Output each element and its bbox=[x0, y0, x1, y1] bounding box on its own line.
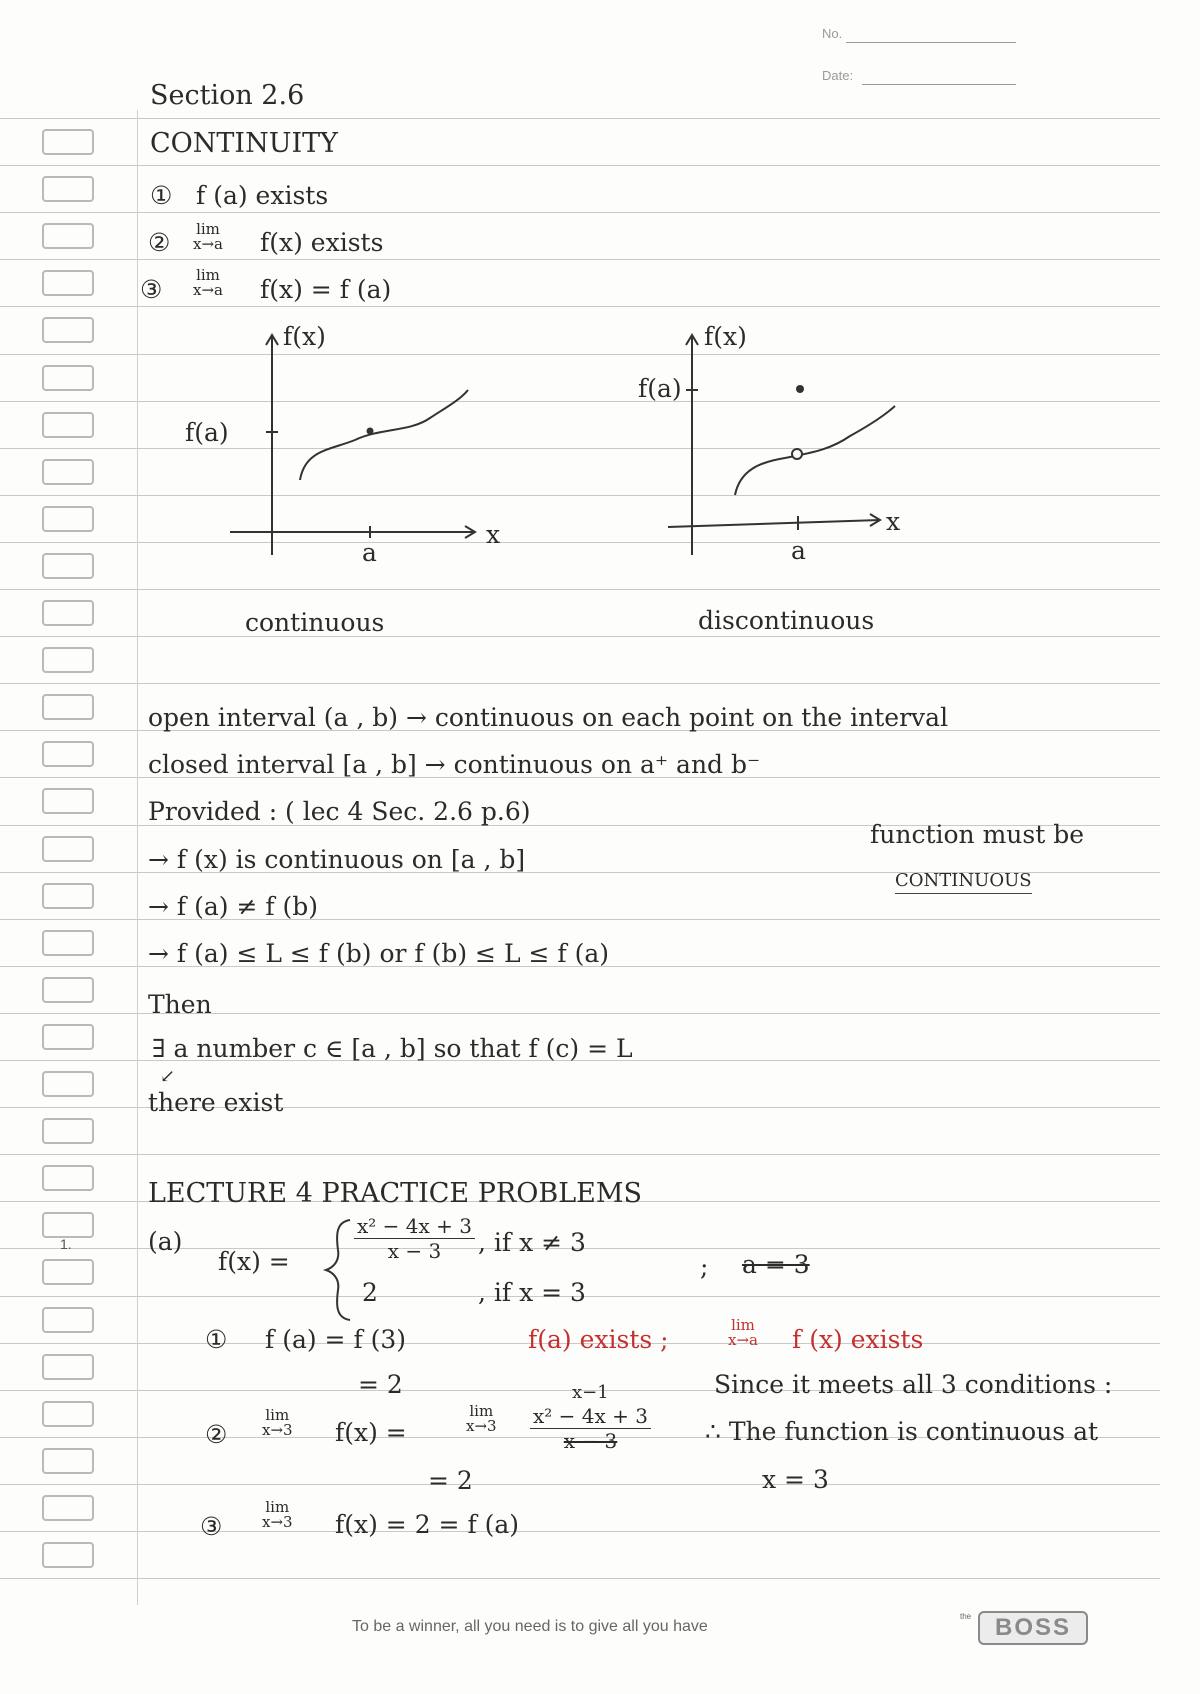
condition-2-marker: ② bbox=[148, 228, 171, 257]
exists-arrow: ↙ bbox=[160, 1066, 176, 1087]
brand-prefix: the bbox=[960, 1612, 972, 1621]
provided-title: Provided : ( lec 4 Sec. 2.6 p.6) bbox=[148, 797, 531, 826]
step2-limit: lim x→3 bbox=[262, 1406, 293, 1439]
provided-item-2: → f (a) ≠ f (b) bbox=[148, 892, 319, 921]
condition-1-text: f (a) exists bbox=[196, 181, 329, 210]
continuous-a-label: a bbox=[362, 538, 377, 567]
case2-condition: , if x = 3 bbox=[478, 1278, 586, 1307]
case1-denominator: x − 3 bbox=[387, 1239, 442, 1263]
step2-cancel-factor: x−1 bbox=[572, 1382, 609, 1403]
continuity-title: CONTINUITY bbox=[150, 128, 338, 159]
no-label: No. bbox=[822, 26, 843, 41]
discontinuous-fa-label: f(a) bbox=[638, 374, 682, 403]
open-interval-line: open interval (a , b) → continuous on each point on the interval bbox=[148, 703, 949, 732]
continuous-x-label: x bbox=[486, 520, 501, 549]
step1-marker: ① bbox=[205, 1325, 228, 1354]
condition-2-limit: lim x→a bbox=[193, 220, 223, 253]
discontinuous-x-label: x bbox=[886, 507, 901, 536]
problem-number: 1. bbox=[60, 1236, 72, 1252]
case1-fraction bbox=[354, 1214, 475, 1263]
function-note-line1: function must be bbox=[870, 820, 1085, 849]
conclusion-line2: ∴ The function is continuous at bbox=[705, 1417, 1099, 1446]
provided-item-3: → f (a) ≤ L ≤ f (b) or f (b) ≤ L ≤ f (a) bbox=[148, 939, 609, 968]
discontinuous-y-label: f(x) bbox=[704, 322, 747, 351]
date-label: Date: bbox=[822, 68, 854, 83]
a-value: a = 3 bbox=[742, 1250, 810, 1279]
exists-statement: ∃ a number c ∈ [a , b] so that f (c) = L bbox=[152, 1034, 633, 1063]
step1-text: f (a) = f (3) bbox=[265, 1325, 407, 1354]
step2-denominator: x − 3 bbox=[563, 1429, 618, 1453]
step2-fx: f(x) = bbox=[335, 1418, 407, 1447]
condition-3-marker: ③ bbox=[140, 275, 163, 304]
section-title: Section 2.6 bbox=[150, 80, 305, 111]
there-exist-note: there exist bbox=[148, 1088, 284, 1117]
provided-item-1: → f (x) is continuous on [a , b] bbox=[148, 845, 526, 874]
condition-1-marker: ① bbox=[150, 181, 173, 210]
red-note-exists-2: f (x) exists bbox=[792, 1325, 924, 1354]
semicolon: ; bbox=[700, 1252, 709, 1281]
step3-text: f(x) = 2 = f (a) bbox=[335, 1510, 520, 1539]
fx-definition: f(x) = bbox=[218, 1247, 290, 1276]
condition-3-limit: lim x→a bbox=[193, 266, 223, 299]
closed-interval-line: closed interval [a , b] → continuous on a⁺ and b⁻ bbox=[148, 750, 761, 779]
function-note-line2: CONTINUOUS bbox=[895, 870, 1032, 894]
red-note-limit: lim x→a bbox=[728, 1316, 758, 1349]
conclusion-line1: Since it meets all 3 conditions : bbox=[714, 1370, 1113, 1399]
condition-3-text: f(x) = f (a) bbox=[260, 275, 392, 304]
step2-numerator: x² − 4x + 3 bbox=[530, 1404, 651, 1429]
continuous-caption: continuous bbox=[245, 608, 385, 637]
step2-fraction bbox=[530, 1404, 651, 1453]
step1-result: = 2 bbox=[358, 1370, 403, 1399]
red-note-exists: f(a) exists ; bbox=[528, 1325, 669, 1354]
discontinuous-a-label: a bbox=[791, 536, 806, 565]
step2-marker: ② bbox=[205, 1420, 228, 1449]
then-label: Then bbox=[148, 990, 212, 1019]
practice-title: LECTURE 4 PRACTICE PROBLEMS bbox=[148, 1178, 642, 1209]
discontinuous-caption: discontinuous bbox=[698, 606, 875, 635]
condition-2-text: f(x) exists bbox=[260, 228, 384, 257]
step2-limit-2: lim x→3 bbox=[466, 1402, 497, 1435]
part-a-label: (a) bbox=[148, 1227, 183, 1256]
step2-result: = 2 bbox=[428, 1466, 473, 1495]
step3-limit: lim x→3 bbox=[262, 1498, 293, 1531]
step3-marker: ③ bbox=[200, 1512, 223, 1541]
conclusion-line3: x = 3 bbox=[762, 1465, 829, 1494]
case1-condition: , if x ≠ 3 bbox=[478, 1228, 586, 1257]
continuous-y-label: f(x) bbox=[283, 322, 326, 351]
continuous-fa-label: f(a) bbox=[185, 418, 229, 447]
case1-numerator: x² − 4x + 3 bbox=[354, 1214, 475, 1239]
case2-value: 2 bbox=[362, 1278, 378, 1307]
brand-logo: BOSS bbox=[978, 1611, 1088, 1645]
footer-quote: To be a winner, all you need is to give all you have bbox=[352, 1618, 708, 1635]
